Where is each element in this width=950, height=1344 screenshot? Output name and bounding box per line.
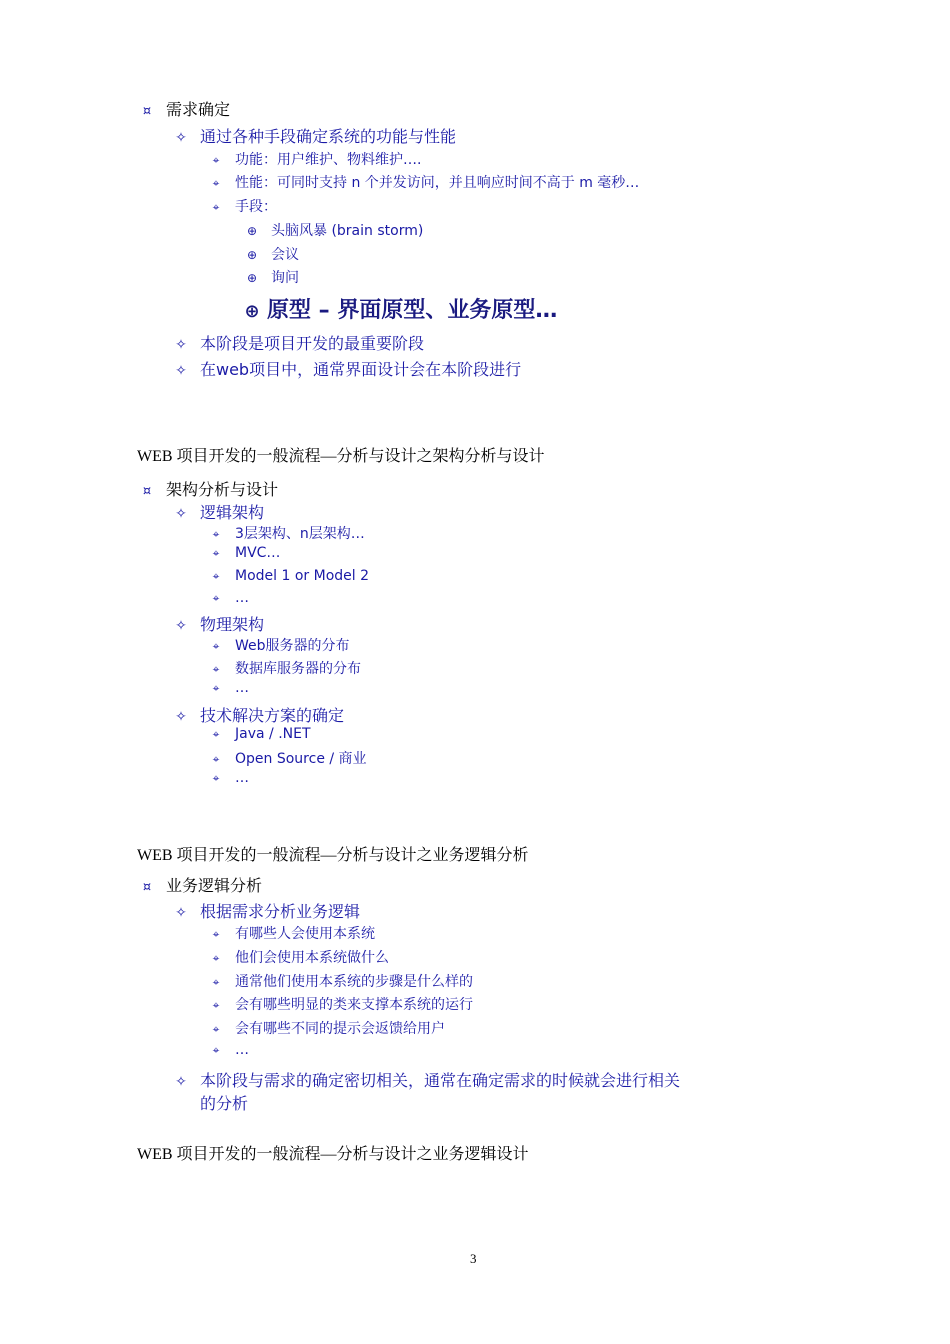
list-item: ⌖ … [207, 590, 249, 606]
list-item: ⌖ Web服务器的分布 [207, 635, 350, 655]
target-bullet-icon: ⌖ [212, 1043, 220, 1057]
list-item: ⌖ 通常他们使用本系统的步骤是什么样的 [207, 971, 473, 991]
section2-title: 架构分析与设计 [166, 480, 279, 499]
section1-title: 需求确定 [166, 100, 231, 119]
plus-circle-bullet-icon: ⊕ [246, 248, 258, 262]
bullet-icon: ¤ [142, 104, 152, 119]
list-item: ⌖ 有哪些人会使用本系统 [207, 923, 375, 943]
list-item: ✧ 在web项目中，通常界面设计会在本阶段进行 [172, 357, 521, 380]
target-bullet-icon: ⌖ [212, 591, 220, 605]
diamond-bullet-icon: ✧ [175, 905, 187, 921]
list-item: ⌖ 会有哪些不同的提示会返馈给用户 [207, 1018, 445, 1038]
plus-circle-bullet-icon: ⊕ [246, 271, 258, 285]
list-item: ⌖ MVC… [207, 545, 280, 561]
list-item: ⊕ 会议 [243, 244, 299, 264]
page-number: 3 [470, 1251, 477, 1266]
section-heading: WEB 项目开发的一般流程—分析与设计之业务逻辑设计 [137, 1146, 529, 1163]
list-item: ✧ 本阶段是项目开发的最重要阶段 [172, 331, 424, 354]
target-bullet-icon: ⌖ [212, 975, 220, 989]
list-item: ⌖ Model 1 or Model 2 [207, 568, 369, 584]
list-item-emphasis: ⊕ 原型 – 界面原型、业务原型… [244, 298, 558, 323]
list-item: ⌖ 他们会使用本系统做什么 [207, 947, 389, 967]
diamond-bullet-icon: ✧ [175, 337, 187, 353]
list-item: ⌖ 3层架构、n层架构… [207, 523, 365, 543]
list-item: ⌖ … [207, 770, 249, 786]
list-item: ⊕ 询问 [243, 267, 299, 287]
target-bullet-icon: ⌖ [212, 200, 220, 214]
list-item: ⌖ 性能：可同时支持 n 个并发访问，并且响应时间不高于 m 毫秒… [207, 172, 639, 192]
section3-title-row [138, 873, 262, 896]
section-heading: WEB 项目开发的一般流程—分析与设计之架构分析与设计 [137, 448, 545, 465]
target-bullet-icon: ⌖ [212, 527, 220, 541]
section3-title: 业务逻辑分析 [166, 876, 263, 895]
target-bullet-icon: ⌖ [212, 771, 220, 785]
section1-title-row [138, 97, 230, 120]
target-bullet-icon: ⌖ [212, 727, 220, 741]
list-item: ⊕ 头脑风暴 (brain storm) [243, 220, 423, 240]
section2-title-row [138, 477, 278, 500]
target-bullet-icon: ⌖ [212, 662, 220, 676]
diamond-bullet-icon: ✧ [175, 363, 187, 379]
list-item: ⌖ Java / .NET [207, 726, 311, 742]
section-heading: WEB 项目开发的一般流程—分析与设计之业务逻辑分析 [137, 847, 529, 864]
list-item: ⌖ 会有哪些明显的类来支撑本系统的运行 [207, 994, 473, 1014]
target-bullet-icon: ⌖ [212, 681, 220, 695]
list-item: ✧ 通过各种手段确定系统的功能与性能 [172, 124, 456, 147]
target-bullet-icon: ⌖ [212, 951, 220, 965]
target-bullet-icon: ⌖ [212, 927, 220, 941]
target-bullet-icon: ⌖ [212, 569, 220, 583]
target-bullet-icon: ⌖ [212, 153, 220, 167]
target-bullet-icon: ⌖ [212, 1022, 220, 1036]
target-bullet-icon: ⌖ [212, 639, 220, 653]
bullet-icon: ¤ [142, 880, 152, 895]
diamond-bullet-icon: ✧ [175, 618, 187, 634]
diamond-bullet-icon: ✧ [175, 506, 187, 522]
list-item: ✧ 技术解决方案的确定 [172, 703, 344, 726]
list-item: ⌖ … [207, 1042, 249, 1058]
target-bullet-icon: ⌖ [212, 752, 220, 766]
list-item: ✧ 物理架构 [172, 612, 264, 635]
diamond-bullet-icon: ✧ [175, 709, 187, 725]
target-bullet-icon: ⌖ [212, 176, 220, 190]
plus-circle-bullet-icon: ⊕ [244, 301, 260, 322]
list-item: ✧ 根据需求分析业务逻辑 [172, 899, 360, 922]
list-item: ✧ 逻辑架构 [172, 500, 264, 523]
diamond-bullet-icon: ✧ [175, 1074, 187, 1090]
diamond-bullet-icon: ✧ [175, 130, 187, 146]
list-item: ⌖ … [207, 680, 249, 696]
bullet-icon: ¤ [142, 484, 152, 499]
plus-circle-bullet-icon: ⊕ [246, 224, 258, 238]
list-item: ⌖ 数据库服务器的分布 [207, 658, 361, 678]
target-bullet-icon: ⌖ [212, 998, 220, 1012]
list-item: ⌖ 手段： [207, 196, 277, 216]
list-item-continuation: 的分析 [200, 1094, 249, 1113]
list-item: ⌖ Open Source / 商业 [207, 748, 367, 768]
list-item: ⌖ 功能：用户维护、物料维护…. [207, 149, 421, 169]
list-item: ✧ 本阶段与需求的确定密切相关，通常在确定需求的时候就会进行相关 [172, 1068, 680, 1091]
target-bullet-icon: ⌖ [212, 546, 220, 560]
